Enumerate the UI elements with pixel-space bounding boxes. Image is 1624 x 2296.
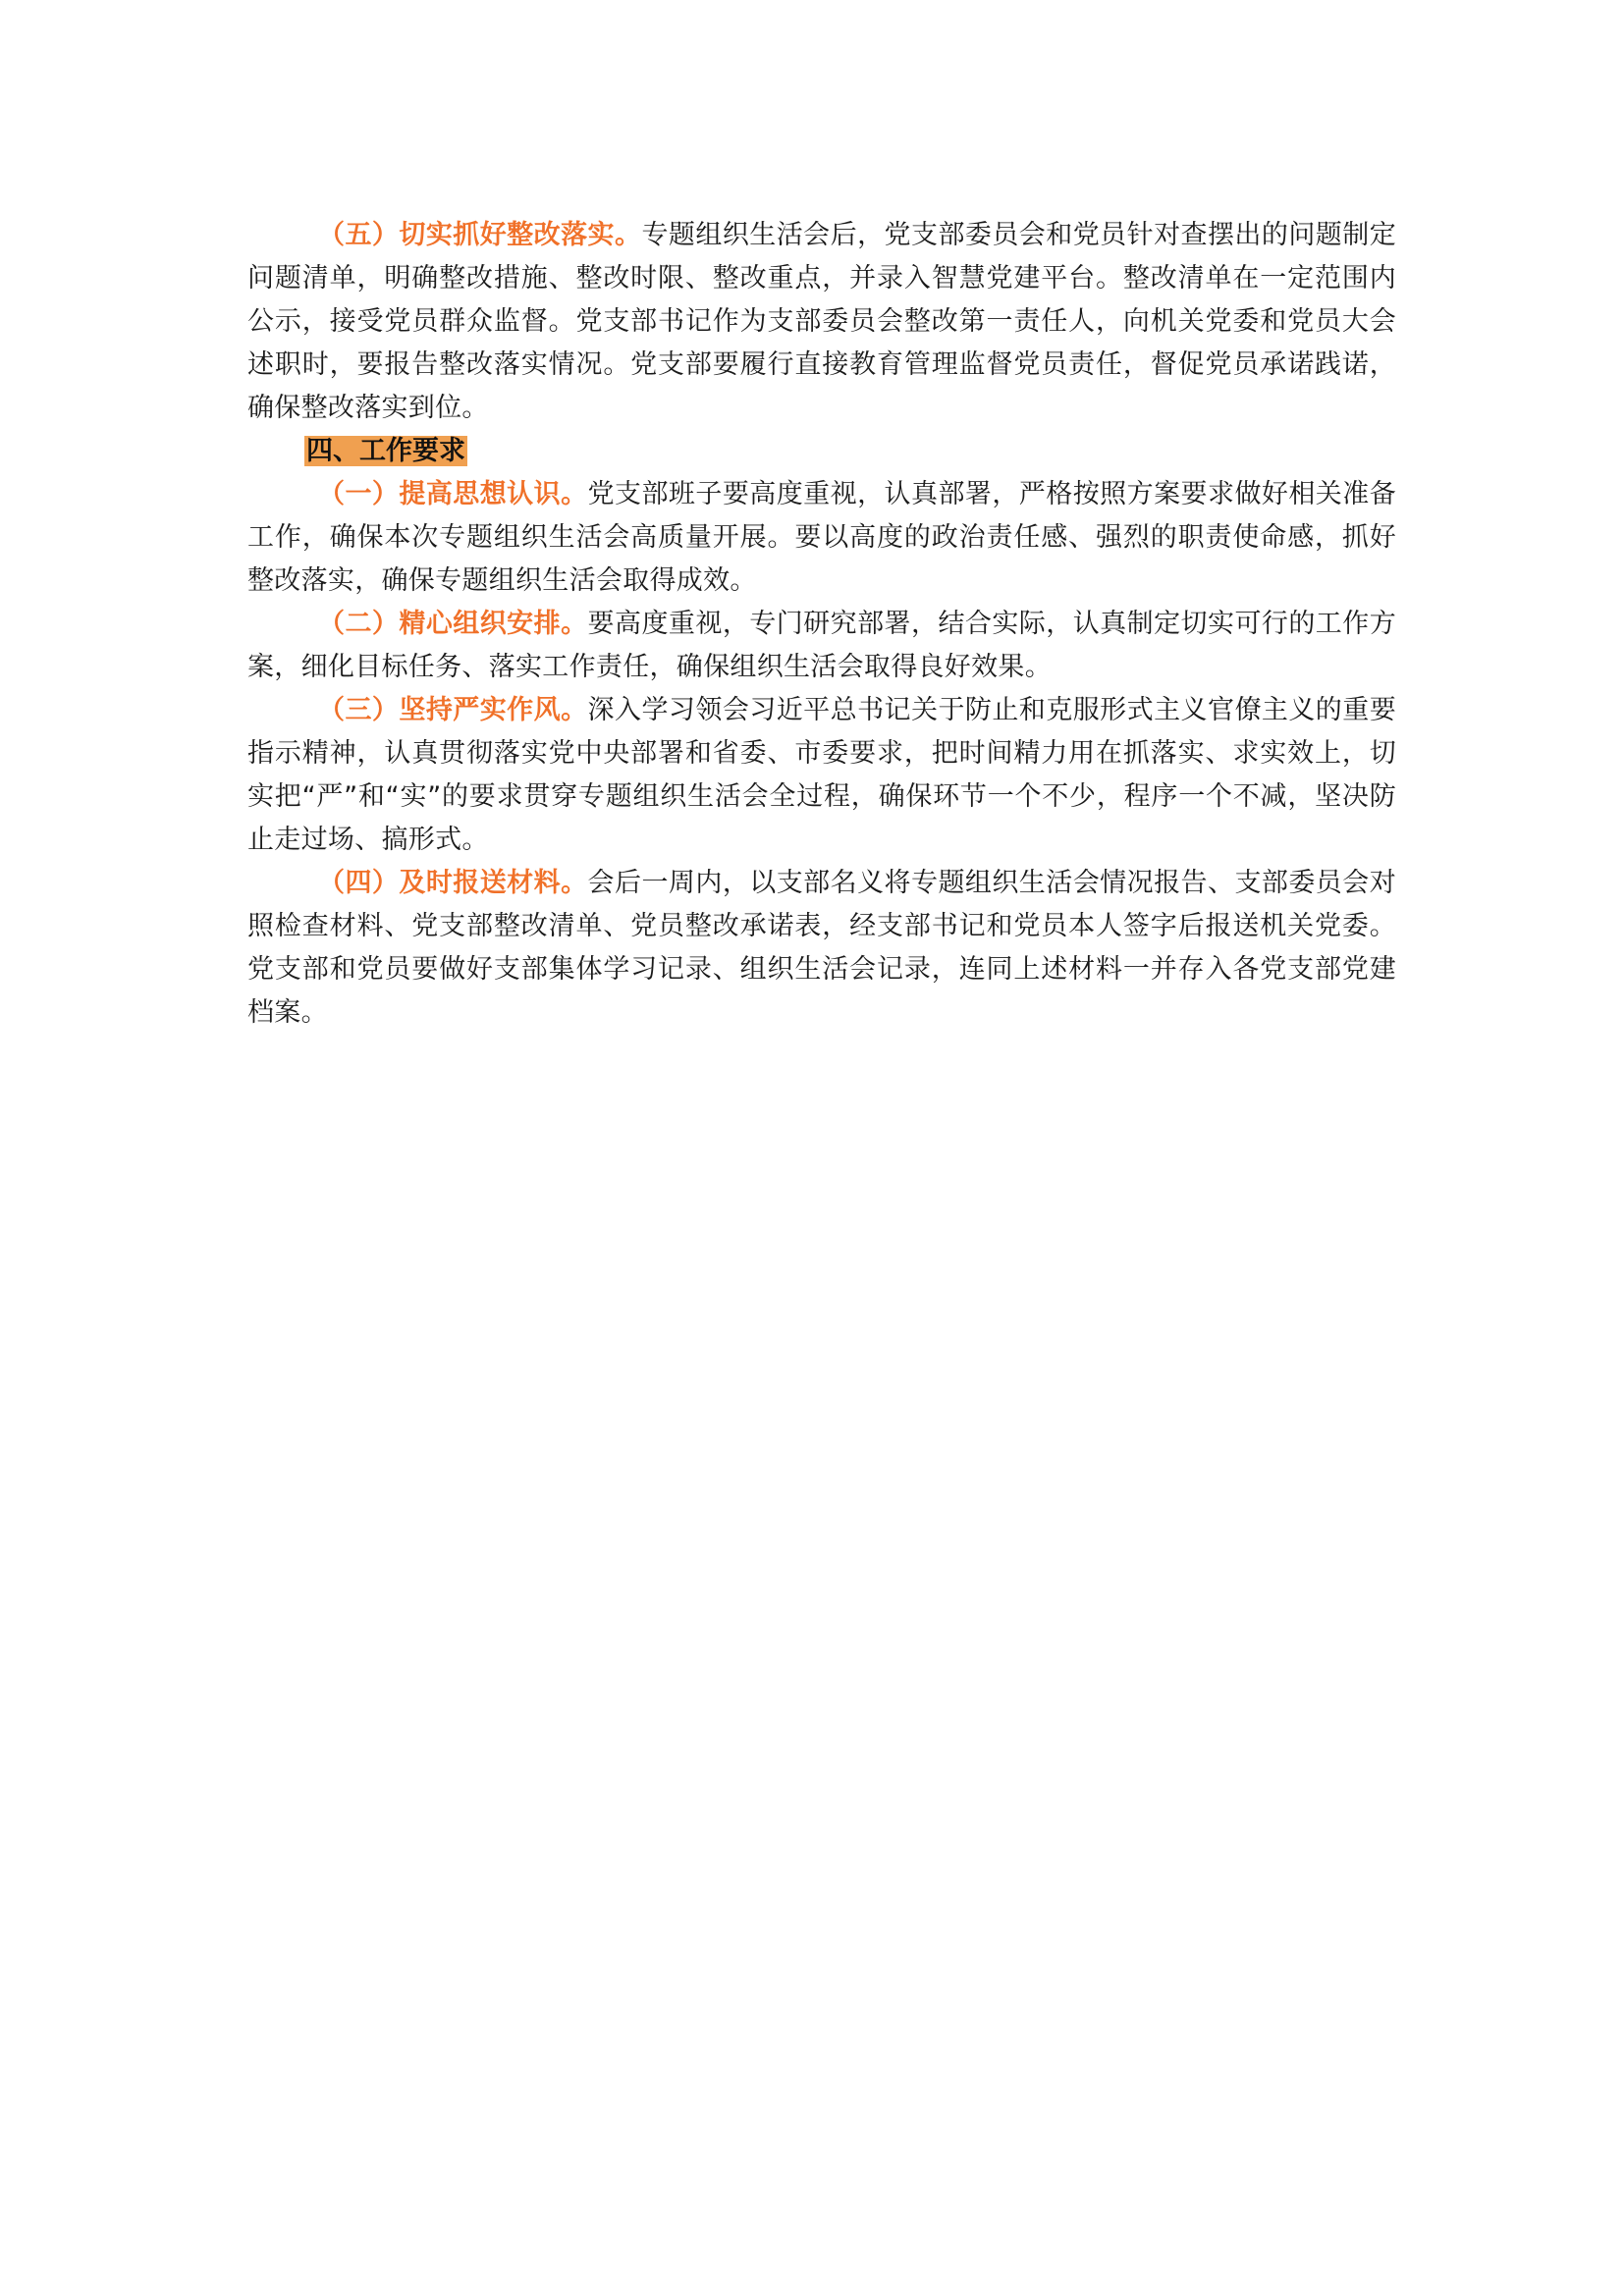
paragraph-requirement-1 [247,473,1396,603]
paragraph-body: 党支部班子要高度重视，认真部署，严格按照方案要求做好相关准备工作，确保本次专题组织生活会高质量开展。要以高度的政治责任感、强烈的职责使命感，抓好整改落实，确保专题组织生活会取得成效。 [247,479,1397,596]
paragraph-body: 会后一周内，以支部名义将专题组织生活会情况报告、支部委员会对照检查材料、党支部整改清单、党员整改承诺表，经支部书记和党员本人签字后报送机关党委。党支部和党员要做好支部集体学习记录、组织生活会记录，连同上述材料一并存入各党支部党建档案。 [247,868,1397,1028]
paragraph-lead: （二）精心组织安排。 [318,609,588,639]
paragraph-body: 专题组织生活会后，党支部委员会和党员针对查摆出的问题制定问题清单，明确整改措施、整改时限、整改重点，并录入智慧党建平台。整改清单在一定范围内公示，接受党员群众监督。党支部书记作为支部委员会整改第一责任人，向机关党委和党员大会述职时，要报告整改落实情况。党支部要履行直接教育管理监督党员责任，督促党员承诺践诺，确保整改落实到位。 [247,220,1396,423]
section-heading-text: 四、工作要求 [306,436,465,466]
paragraph-lead: （五）切实抓好整改落实。 [318,220,642,250]
section-heading [247,430,1396,473]
paragraph-requirement-4 [247,862,1396,1035]
paragraph-section-5 [247,214,1396,430]
paragraph-body: 深入学习领会习近平总书记关于防止和克服形式主义官僚主义的重要指示精神，认真贯彻落实党中央部署和省委、市委要求，把时间精力用在抓落实、求实效上，切实把“严”和“实”的要求贯穿专题组织生活会全过程，确保环节一个不少，程序一个不减，坚决防止走过场、搞形式。 [247,695,1397,855]
paragraph-lead: （三）坚持严实作风。 [318,695,588,725]
paragraph-lead: （四）及时报送材料。 [318,868,588,898]
paragraph-lead: （一）提高思想认识。 [318,479,588,509]
paragraph-requirement-3 [247,689,1396,862]
document-page [247,214,1396,1035]
paragraph-requirement-2 [247,603,1396,689]
paragraph-body: 要高度重视，专门研究部署，结合实际，认真制定切实可行的工作方案，细化目标任务、落实工作责任，确保组织生活会取得良好效果。 [247,609,1397,682]
